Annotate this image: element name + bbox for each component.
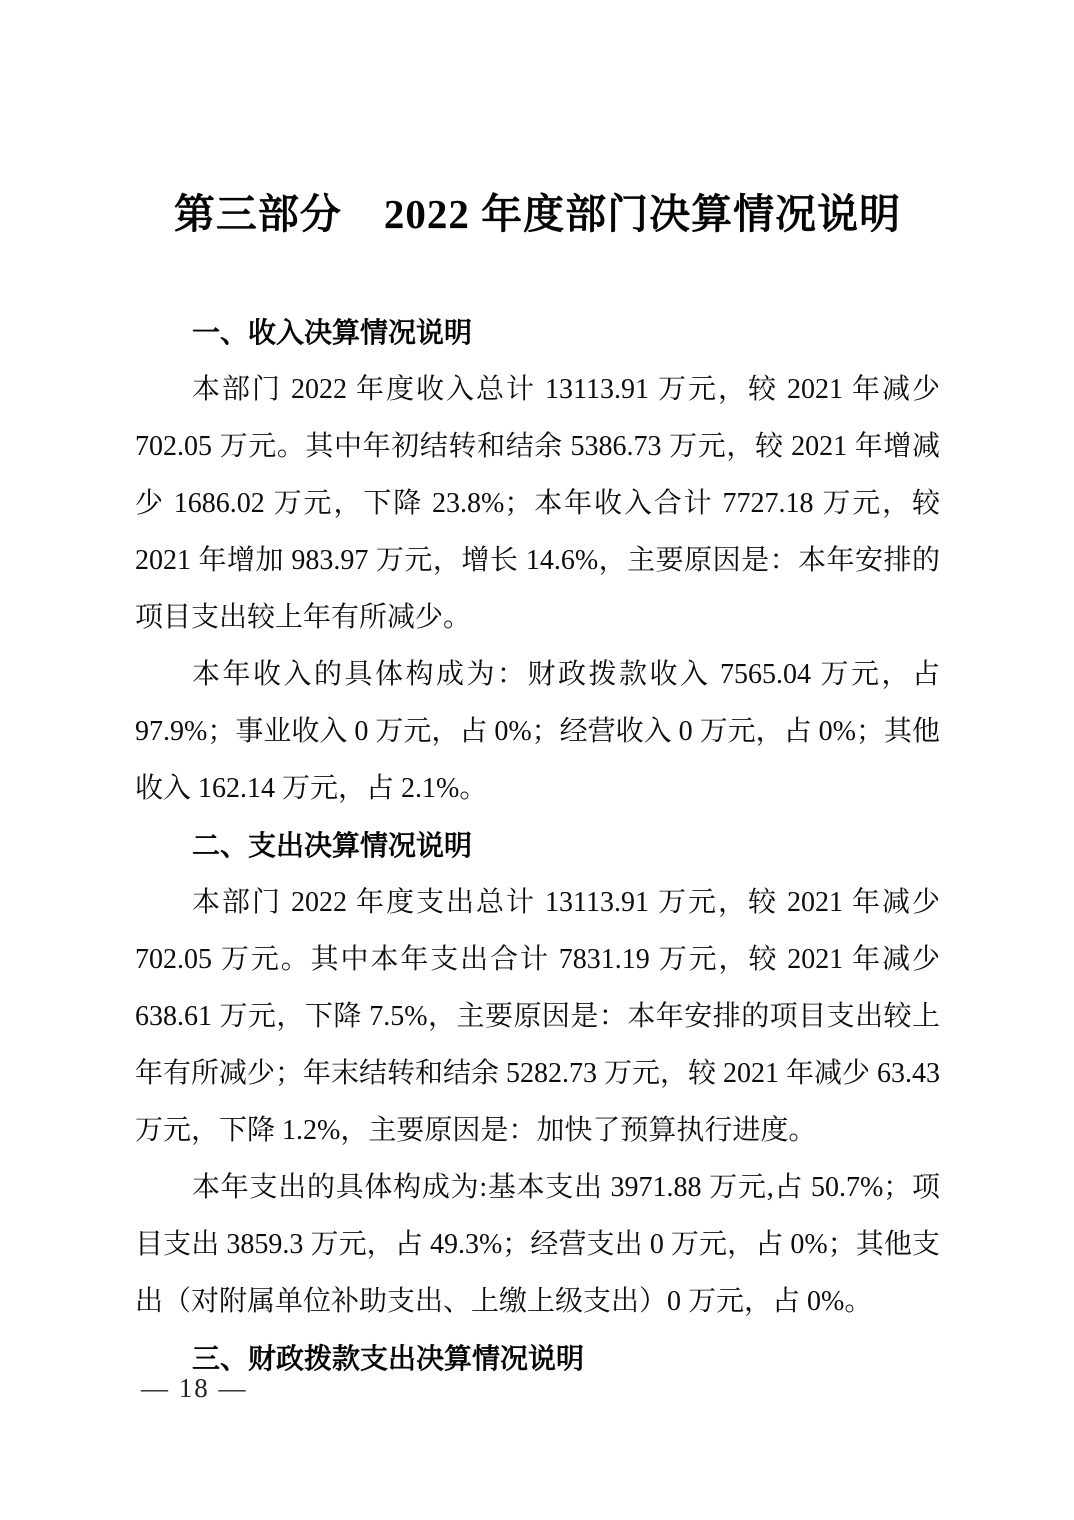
page-title: 第三部分 2022 年度部门决算情况说明	[173, 191, 902, 237]
paragraph-expenditure-composition: 本年支出的具体构成为:基本支出 3971.88 万元,占 50.7%；项目支出 3859.3 万元，占 49.3%；经营支出 0 万元，占 0%；其他支出（对附属单位补助支出、上缴上级支出）0 万元，占 0%。	[135, 1172, 940, 1317]
page-number: — 18 —	[141, 1373, 248, 1403]
paragraph-expenditure-summary: 本部门 2022 年度支出总计 13113.91 万元，较 2021 年减少 702.05 万元。其中本年支出合计 7831.19 万元，较 2021 年减少 638.61 万元，下降 7.5%，主要原因是：本年安排的项目支出较上年有所减少；年末结转和结余 5282.73 万元，较 2021 年减少 63.43 万元，下降 1.2%，主要原因是：加快了预算执行进度。	[135, 887, 941, 1146]
paragraph-income-summary: 本部门 2022 年度收入总计 13113.91 万元，较 2021 年减少 702.05 万元。其中年初结转和结余 5386.73 万元，较 2021 年增减少 1686.02 万元，下降 23.8%；本年收入合计 7727.18 万元，较 2021 年增加 983.97 万元，增长 14.6%，主要原因是：本年安排的项目支出较上年有所减少。	[135, 374, 940, 633]
section-heading-income: 一、收入决算情况说明	[192, 317, 473, 348]
section-heading-expenditure: 二、支出决算情况说明	[192, 830, 473, 861]
paragraph-income-composition: 本年收入的具体构成为：财政拨款收入 7565.04 万元，占 97.9%；事业收入 0 万元，占 0%；经营收入 0 万元，占 0%；其他收入 162.14 万元，占 2.1%。	[135, 659, 940, 804]
section-heading-fiscal-appropriation: 三、财政拨款支出决算情况说明	[192, 1343, 585, 1374]
document-body	[135, 304, 940, 1387]
